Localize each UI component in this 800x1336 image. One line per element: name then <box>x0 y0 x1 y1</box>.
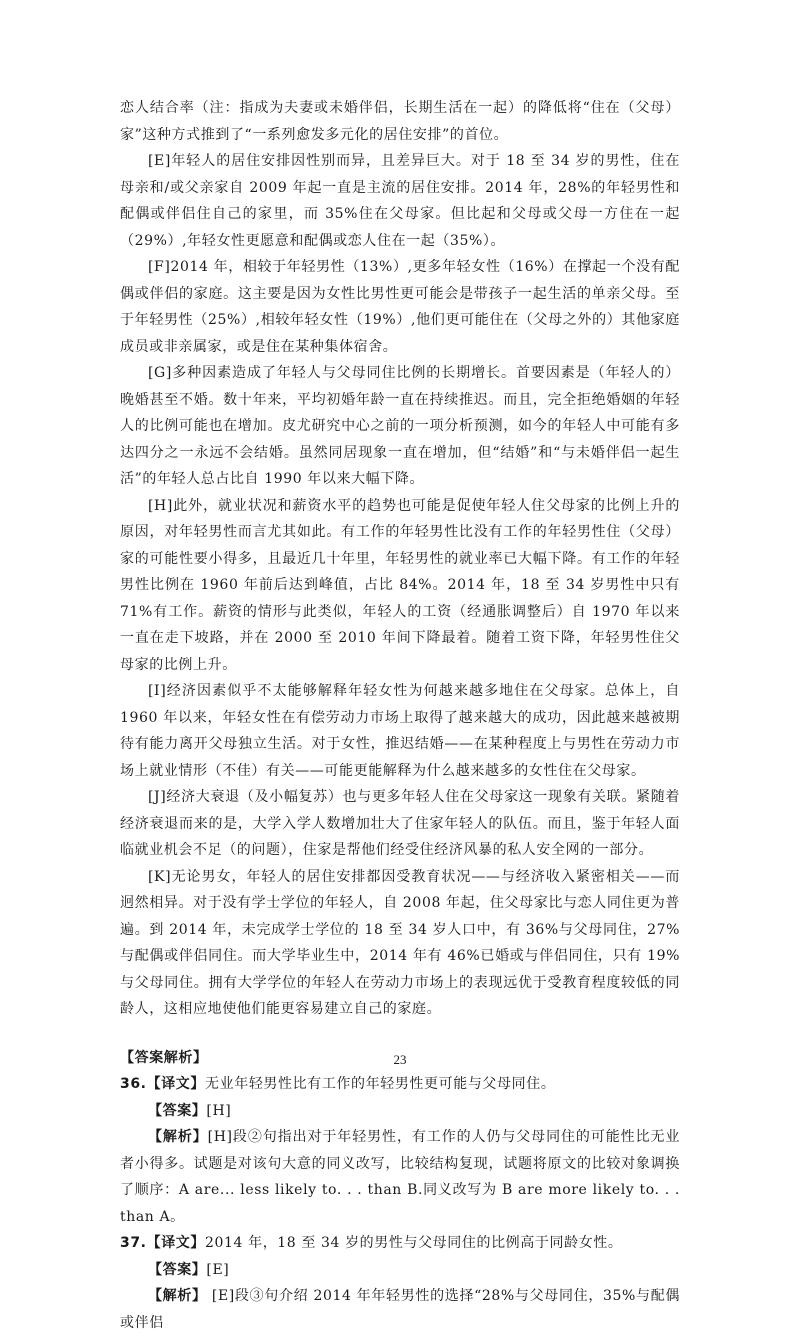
q37-translation-text: 2014 年，18 至 34 岁的男性与父母同住的比例高于同龄女性。 <box>205 1235 623 1251</box>
answers-heading: 【答案解析】 <box>120 1049 208 1066</box>
q36-analysis <box>120 1124 680 1230</box>
q36-number: 36. <box>120 1076 147 1092</box>
q36-translation <box>120 1071 680 1098</box>
q37-translation-label: 【译文】 <box>146 1235 206 1251</box>
section-gap <box>120 1023 680 1045</box>
paragraph-e: [E]年轻人的居住安排因性别而异，且差异巨大。对于 18 至 34 岁的男性，住在母亲和/或父亲家自 2009 年起一直是主流的居住安排。2014 年，28%的年轻男性和配偶或伴侣住自己的家里，而 35%住在父母家。但比起和父母或父母一方住在一起（29%）,年轻女性更愿意和配偶或恋人住在一起（35%）。 <box>120 153 680 249</box>
page-number: 23 <box>393 1052 407 1067</box>
q36-answer-value: [H] <box>206 1102 232 1119</box>
paragraph-g: [G]多种因素造成了年轻人与父母同住比例的长期增长。首要因素是（年轻人的）晚婚甚至不婚。数十年来，平均初婚年龄一直在持续推迟。而且，完全拒绝婚姻的年轻人的比例可能也在增加。皮尤研究中心之前的一项分析预测，如今的年轻人中可能有多达四分之一永远不会结婚。虽然同居现象一直在增加，但“结婚”和“与未婚伴侣一起生活”的年轻人总占比自 1990 年以来大幅下降。 <box>120 365 680 487</box>
q36-analysis-text: [H]段②句指出对于年轻男性，有工作的人仍与父母同住的可能性比无业者小得多。试题是对该句大意的同义改写，比较结构复现，试题将原文的比较对象调换了顺序：A are... less likely to. . . than B.同义改写为 B are more likely to. . . than A。 <box>120 1129 680 1225</box>
q36-answer-label: 【答案】 <box>148 1102 207 1119</box>
q37-answer-value: [E] <box>206 1261 230 1278</box>
q37-analysis <box>120 1283 680 1336</box>
paragraph-f: [F]2014 年，相较于年轻男性（13%）,更多年轻女性（16%）在撑起一个没有配偶或伴侣的家庭。这主要是因为女性比男性更可能会是带孩子一起生活的单亲父母。至于年轻男性（25%）,相较年轻女性（19%）,他们更可能住在（父母之外的）其他家庭成员或非亲属家，或是住在某种集体宿舍。 <box>120 259 680 355</box>
q36-translation-label: 【译文】 <box>146 1076 206 1092</box>
q36-answer <box>120 1098 680 1125</box>
paragraph-i: [I]经济因素似乎不太能够解释年轻女性为何越来越多地住在父母家。总体上，自 1960 年以来，年轻女性在有偿劳动力市场上取得了越来越大的成功，因此越来越被期待有能力离开父母独立生活。对于女性，推迟结婚——在某种程度上与男性在劳动力市场上就业情形（不佳）有关——可能更能解释为什么越来越多的女性住在父母家。 <box>120 683 680 779</box>
paragraph-h: [H]此外，就业状况和薪资水平的趋势也可能是促使年轻人住父母家的比例上升的原因，对年轻男性而言尤其如此。有工作的年轻男性比没有工作的年轻男性住（父母）家的可能性要小得多，且最近几十年里，年轻男性的就业率已大幅下降。有工作的年轻男性比例在 1960 年前后达到峰值，占比 84%。2014 年，18 至 34 岁男性中只有 71%有工作。薪资的情形与此类似，年轻人的工资（经通胀调整后）自 1970 年以来一直在走下坡路，并在 2000 至 2010 年间下降最着。随着工资下降，年轻男性住父母家的比例上升。 <box>120 497 680 673</box>
document-body <box>120 95 680 1336</box>
q36-analysis-label: 【解析】 <box>148 1129 208 1145</box>
q37-answer <box>120 1257 680 1284</box>
q37-translation <box>120 1230 680 1257</box>
paragraph-d-continued: 恋人结合率（注：指成为夫妻或未婚伴侣，长期生活在一起）的降低将“住在（父母）家”这种方式推到了“一系列愈发多元化的居住安排”的首位。 <box>120 100 680 143</box>
q37-analysis-text: [E]段③句介绍 2014 年年轻男性的选择“28%与父母同住，35%与配偶或伴侣 <box>120 1288 680 1331</box>
q37-answer-label: 【答案】 <box>148 1261 207 1278</box>
paragraph-k: [K]无论男女，年轻人的居住安排都因受教育状况——与经济收入紧密相关——而迥然相异。对于没有学士学位的年轻人，自 2008 年起，住父母家比与恋人同住更为普遍。到 2014 年，未完成学士学位的 18 至 34 岁人口中，有 36%与父母同住，27%与配偶或伴侣同住。而大学毕业生中，2014 年有 46%已婚或与伴侣同住，只有 19%与父母同住。拥有大学学位的年轻人在劳动力市场上的表现远优于受教育程度较低的同龄人，这相应地使他们能更容易建立自己的家庭。 <box>120 868 680 1017</box>
q36-translation-text: 无业年轻男性比有工作的年轻男性更可能与父母同住。 <box>205 1076 556 1092</box>
q37-analysis-label: 【解析】 <box>148 1288 207 1304</box>
q37-number: 37. <box>120 1235 147 1251</box>
paragraph-j: [J]经济大衰退（及小幅复苏）也与更多年轻人住在父母家这一现象有关联。紧随着经济衰退而来的是，大学入学人数增加壮大了住家年轻人的队伍。而且，鉴于年轻人面临就业机会不足（的问题），住家是帮他们经受住经济风暴的私人安全网的一部分。 <box>120 789 680 858</box>
